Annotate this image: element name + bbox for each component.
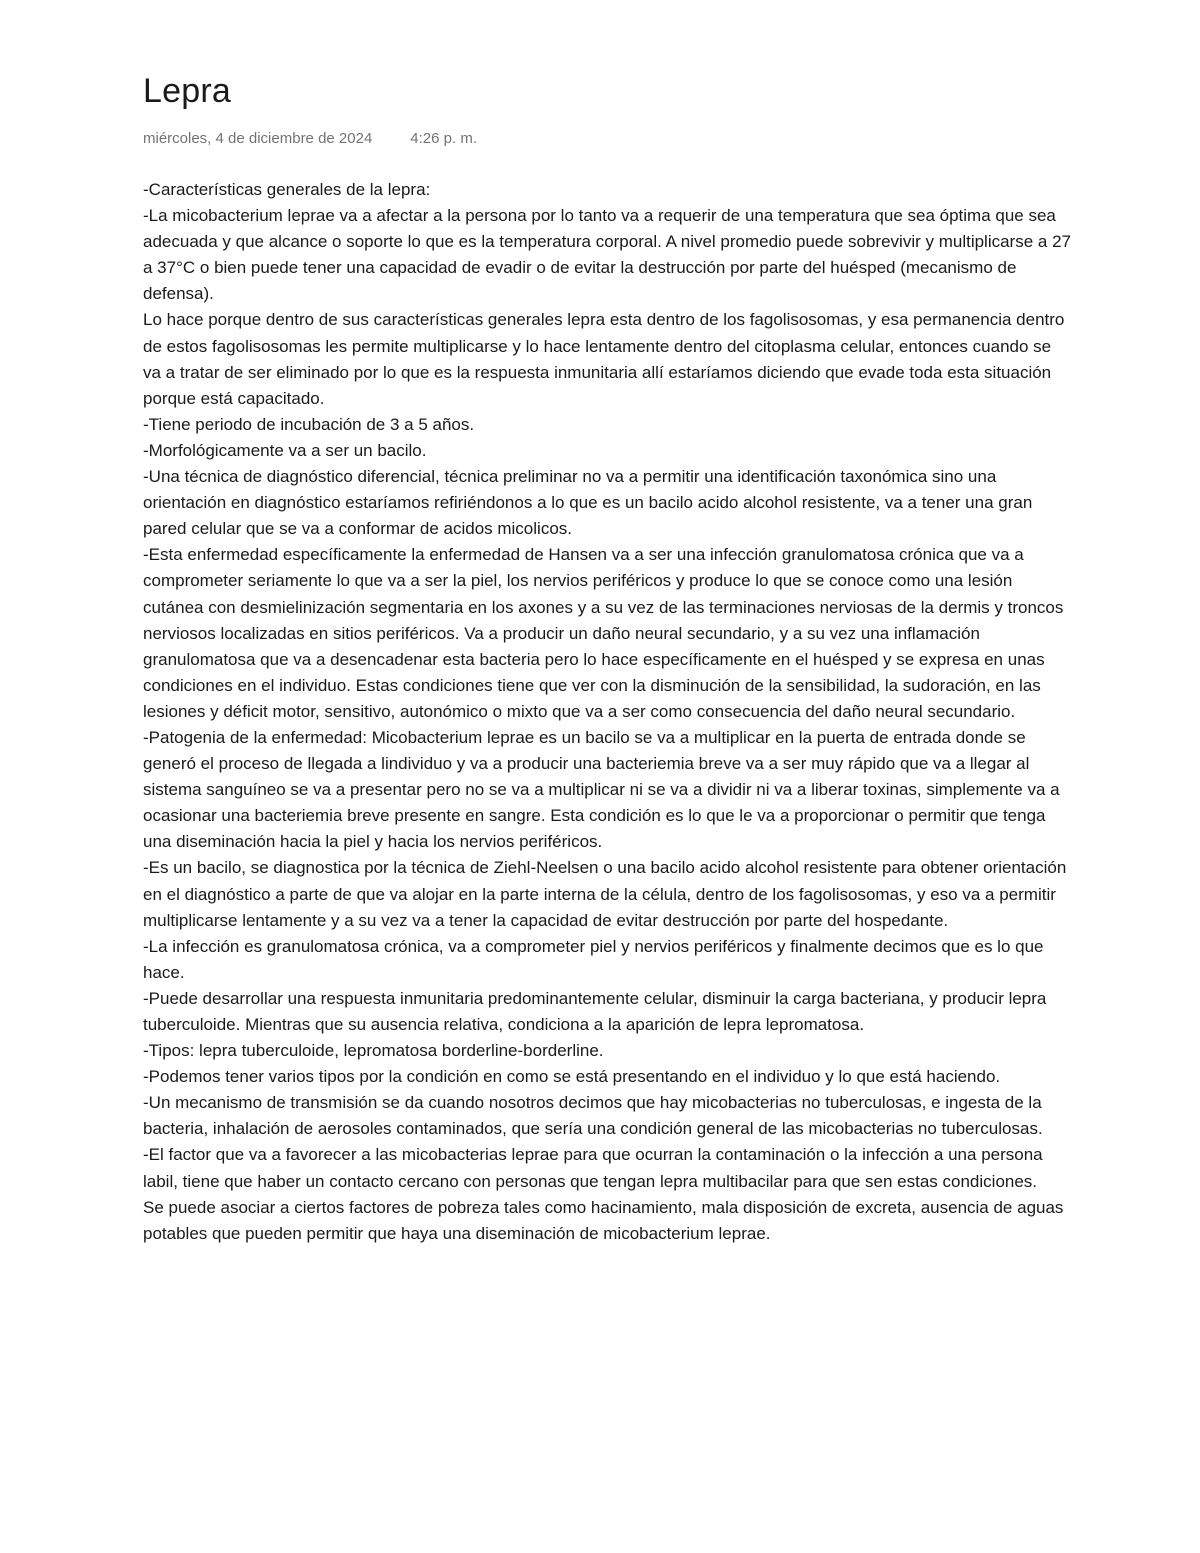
- paragraph: -Podemos tener varios tipos por la condición en como se está presentando en el individuo y lo que está haciendo.: [143, 1067, 1001, 1087]
- paragraph: -Esta enfermedad específicamente la enfermedad de Hansen va a ser una infección granulomatosa crónica que va a comprometer seriamente lo que va a ser la piel, los nervios periféricos y produce lo que se conoce como una lesión cutánea con desmielinización segmentaria en los axones y a su vez de las terminaciones nerviosas de la dermis y troncos nerviosos localizadas en sitios periféricos. Va a producir un daño neural secundario, y a su vez una inflamación granulomatosa que va a desencadenar esta bacteria pero lo hace específicamente en el huésped y se expresa en unas condiciones en el individuo. Estas condiciones tiene que ver con la disminución de la sensibilidad, la sudoración, en las lesiones y déficit motor, sensitivo, autonómico o mixto que va a ser como consecuencia del daño neural secundario.: [143, 545, 1064, 721]
- paragraph: -Es un bacilo, se diagnostica por la técnica de Ziehl-Neelsen o una bacilo acido alcohol resistente para obtener orientación en el diagnóstico a parte de que va alojar en la parte interna de la célula, dentro de los fagolisosomas, y eso va a permitir multiplicarse lentamente y a su vez va a tener la capacidad de evitar destrucción por parte del hospedante.: [143, 858, 1067, 930]
- paragraph: -Una técnica de diagnóstico diferencial, técnica preliminar no va a permitir una identificación taxonómica sino una orientación en diagnóstico estaríamos refiriéndonos a lo que es un bacilo acido alcohol resistente, va a tener una gran pared celular que se va a conformar de acidos micolicos.: [143, 467, 1033, 539]
- paragraph: -Morfológicamente va a ser un bacilo.: [143, 440, 427, 460]
- paragraph: -Patogenia de la enfermedad: Micobacterium leprae es un bacilo se va a multiplicar en la puerta de entrada donde se generó el proceso de llegada a lindividuo y va a producir una bacteriemia breve va a ser muy rápido que va a llegar al sistema sanguíneo se va a presentar pero no se va a multiplicar ni se va a dividir ni va a liberar toxinas, simplemente va a ocasionar una bacteriemia breve presente en sangre. Esta condición es lo que le va a proporcionar o permitir que tenga una diseminación hacia la piel y hacia los nervios periféricos.: [143, 727, 1060, 852]
- note-body: [143, 177, 1073, 1247]
- paragraph: -Un mecanismo de transmisión se da cuando nosotros decimos que hay micobacterias no tuberculosas, e ingesta de la bacteria, inhalación de aerosoles contaminados, que sería una condición general de las micobacterias no tuberculosas.: [143, 1093, 1043, 1139]
- note-date: miércoles, 4 de diciembre de 2024: [143, 130, 373, 147]
- paragraph: -La micobacterium leprae va a afectar a la persona por lo tanto va a requerir de una temperatura que sea óptima que sea adecuada y que alcance o soporte lo que es la temperatura corporal. A nivel promedio puede sobrevivir y multiplicarse a 27 a 37°C o bien puede tener una capacidad de evadir o de evitar la destrucción por parte del huésped (mecanismo de defensa).: [143, 206, 1071, 304]
- paragraph: -Tiene periodo de incubación de 3 a 5 años.: [143, 414, 475, 434]
- paragraph: -Características generales de la lepra:: [143, 180, 431, 199]
- paragraph: -Puede desarrollar una respuesta inmunitaria predominantemente celular, disminuir la carga bacteriana, y producir lepra tuberculoide. Mientras que su ausencia relativa, condiciona a la aparición de lepra lepromatosa.: [143, 988, 1047, 1034]
- note-time: 4:26 p. m.: [410, 130, 477, 147]
- note-timestamp: [143, 130, 477, 147]
- paragraph: Lo hace porque dentro de sus características generales lepra esta dentro de los fagolisosomas, y esa permanencia dentro de estos fagolisosomas les permite multiplicarse y lo hace lentamente dentro del citoplasma celular, entonces cuando se va a tratar de ser eliminado por lo que es la respuesta inmunitaria allí estaríamos diciendo que evade toda esta situación porque está capacitado.: [143, 310, 1065, 408]
- paragraph: -La infección es granulomatosa crónica, va a comprometer piel y nervios periféricos y finalmente decimos que es lo que hace.: [143, 936, 1044, 982]
- paragraph: Se puede asociar a ciertos factores de pobreza tales como hacinamiento, mala disposición de excreta, ausencia de aguas potables que pueden permitir que haya una diseminación de micobacterium leprae.: [143, 1197, 1064, 1243]
- paragraph: -El factor que va a favorecer a las micobacterias leprae para que ocurran la contaminación o la infección a una persona labil, tiene que haber un contacto cercano con personas que tengan lepra multibacilar para que sen estas condiciones.: [143, 1145, 1043, 1191]
- page-title: Lepra: [143, 72, 231, 110]
- paragraph: -Tipos: lepra tuberculoide, lepromatosa borderline-borderline.: [143, 1041, 604, 1061]
